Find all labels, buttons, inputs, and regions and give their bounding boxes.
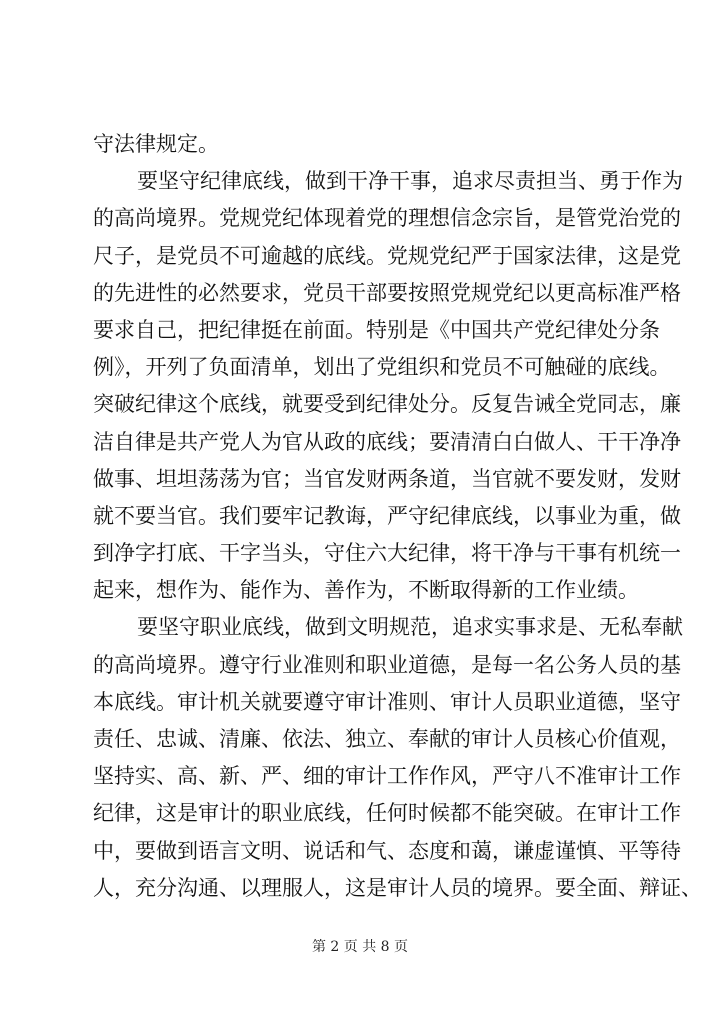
text-line: 就不要当官。我们要牢记教诲，严守纪律底线，以事业为重，做 (93, 503, 681, 528)
page-number-footer: 第 2 页 共 8 页 (311, 939, 409, 955)
text-line: 中，要做到语言文明、说话和气、态度和蔼，谦虚谨慎、平等待 (93, 838, 681, 863)
text-line: 守法律规定。 (93, 132, 219, 156)
text-line: 的高尚境界。遵守行业准则和职业道德，是每一名公务人员的基 (93, 652, 681, 677)
text-line: 洁自律是共产党人为官从政的底线；要清清白白做人、干干净净 (93, 429, 681, 454)
text-line: 尺子，是党员不可逾越的底线。党规党纪严于国家法律，这是党 (93, 243, 681, 268)
text-line: 要坚守职业底线，做到文明规范，追求实事求是、无私奉献 (137, 615, 683, 640)
text-line: 本底线。审计机关就要遵守审计准则、审计人员职业道德，坚守 (93, 689, 681, 714)
text-line: 要坚守纪律底线，做到干净干事，追求尽责担当、勇于作为 (137, 169, 683, 194)
text-line: 例》，开列了负面清单，划出了党组织和党员不可触碰的底线。 (93, 355, 671, 380)
text-line: 纪律，这是审计的职业底线，任何时候都不能突破。在审计工作 (93, 801, 681, 826)
text-line: 到净字打底、干字当头，守住六大纪律，将干净与干事有机统一 (93, 541, 681, 566)
text-line: 要求自己，把纪律挺在前面。特别是《中国共产党纪律处分条 (93, 317, 660, 342)
text-line: 突破纪律这个底线，就要受到纪律处分。反复告诫全党同志，廉 (93, 392, 681, 417)
document-body (93, 126, 702, 907)
text-line: 人，充分沟通、以理服人，这是审计人员的境界。要全面、辩证、 (93, 875, 702, 900)
text-line: 的高尚境界。党规党纪体现着党的理想信念宗旨，是管党治党的 (93, 206, 681, 231)
text-line: 的先进性的必然要求，党员干部要按照党规党纪以更高标准严格 (93, 280, 681, 305)
text-line: 起来，想作为、能作为、善作为，不断取得新的工作业绩。 (93, 578, 639, 603)
text-line: 责任、忠诚、清廉、依法、独立、奉献的审计人员核心价值观， (93, 727, 681, 751)
text-line: 坚持实、高、新、严、细的审计工作作风，严守八不准审计工作 (93, 764, 681, 789)
text-line: 做事、坦坦荡荡为官；当官发财两条道，当官就不要发财，发财 (93, 466, 681, 491)
